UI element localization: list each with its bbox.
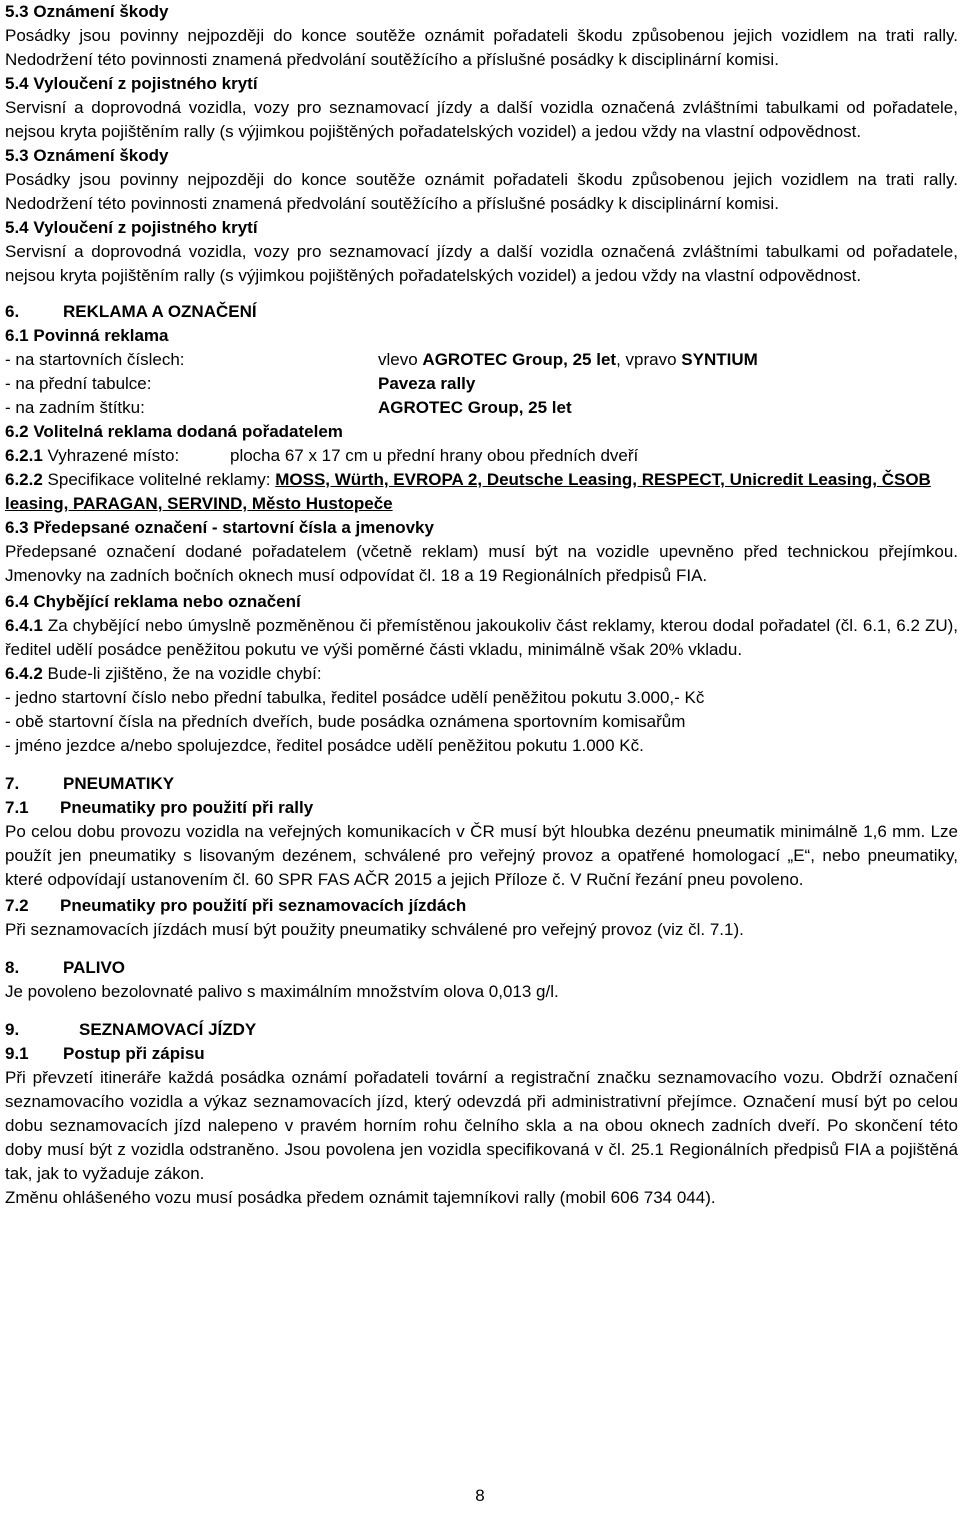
section-title: Pneumatiky pro použití při rally [60, 798, 314, 817]
ad-row-value: vlevo AGROTEC Group, 25 let, vpravo SYNTIUM [378, 350, 758, 369]
section-text: Posádky jsou povinny nejpozději do konce soutěže oznámit pořadateli škodu způsobenou jejich vozidlem na trati rally. Nedodržení této povinnosti znamená předvolání soutěžícího a příslušné posádky k disciplinární komisi. [5, 26, 958, 69]
ad-row-rear-plate [5, 396, 958, 420]
chapter-heading [5, 772, 958, 796]
section-5-3-first [5, 0, 958, 72]
list-item: - jedno startovní číslo nebo přední tabulka, ředitel posádce udělí peněžitou pokutu 3.000,- Kč [5, 688, 705, 707]
section-text: Změnu ohlášeného vozu musí posádka předem oznámit tajemníkovi rally (mobil 606 734 044). [5, 1188, 716, 1207]
section-7 [5, 772, 958, 942]
page-number: 8 [475, 1486, 485, 1505]
list-item: - obě startovní čísla na předních dveřích, bude posádka oznámena sportovním komisařům [5, 712, 686, 731]
chapter-heading [5, 1018, 958, 1042]
subsection-6-2-2 [5, 468, 958, 516]
section-heading [5, 1042, 958, 1066]
section-heading: 6.1 Povinná reklama [5, 326, 169, 345]
ad-row-start-numbers [5, 348, 958, 372]
chapter-heading [5, 300, 958, 324]
chapter-title: PNEUMATIKY [63, 774, 175, 793]
section-heading: 6.4 Chybějící reklama nebo označení [5, 592, 301, 611]
section-heading [5, 894, 958, 918]
section-text: Posádky jsou povinny nejpozději do konce soutěže oznámit pořadateli škodu způsobenou jejich vozidlem na trati rally. Nedodržení této povinnosti znamená předvolání soutěžícího a příslušné posádky k disciplinární komisi. [5, 170, 958, 213]
subsection-text: Za chybějící nebo úmyslně pozměněnou či přemístěnou jakoukoliv část reklamy, kterou dodal pořadatel (čl. 6.1, 6.2 ZU), ředitel udělí posádce peněžitou pokutu ve výši poměrné části vkladu, minimálně však 20% vkladu. [5, 616, 958, 659]
section-text: Servisní a doprovodná vozidla, vozy pro seznamovací jízdy a další vozidla označená zvláštními tabulkami od pořadatele, nejsou kryta pojištěním rally (s výjimkou pojištěných pořadatelských vozidel) a jedou vždy na vlastní odpovědnost. [5, 98, 958, 141]
section-heading [5, 796, 958, 820]
section-text: Po celou dobu provozu vozidla na veřejných komunikacích v ČR musí být hloubka dezénu pneumatik minimálně 1,6 mm. Lze použít jen pneumatiky s lisovaným dezénem, schválené pro veřejný provoz a opatřené homologací „E“, nebo pneumatiky, které odpovídají ustanovením čl. 60 SPR FAS AČR 2015 a jejich Příloze č. V Ruční řezání pneu povoleno. [5, 822, 958, 889]
section-text: Je povoleno bezolovnaté palivo s maximálním množstvím olova 0,013 g/l. [5, 982, 559, 1001]
chapter-number: 9. [5, 1020, 20, 1039]
section-6 [5, 300, 958, 758]
section-8 [5, 956, 958, 1004]
subsection-6-2-1 [5, 444, 958, 468]
chapter-number: 7. [5, 774, 20, 793]
section-heading: 5.4 Vyloučení z pojistného krytí [5, 74, 258, 93]
section-title: Postup při zápisu [63, 1044, 205, 1063]
subsection-6-4-1 [5, 614, 958, 662]
subsection-number: 6.4.2 [5, 664, 43, 683]
subsection-text: Bude-li zjištěno, že na vozidle chybí: [42, 664, 322, 683]
section-heading: 5.4 Vyloučení z pojistného krytí [5, 218, 258, 237]
spacer [5, 942, 958, 956]
chapter-title: REKLAMA A OZNAČENÍ [63, 302, 257, 321]
section-text: Při převzetí itineráře každá posádka oznámí pořadateli tovární a registrační značku seznamovacího vozu. Obdrží označení seznamovacího vozidla a výkaz seznamovacích jízd, který odevzdá při administrativní přejímce. Označení musí být po celou dobu seznamovacích jízd nalepeno v pravém horním rohu čelního skla a na obou oknech zadních dveří. Po skončení této doby musí být z vozidla odstraněno. Jsou povolena jen vozidla specifikovaná v čl. 25.1 Regionálních předpisů FIA a pojištěná tak, jak to vyžaduje zákon. [5, 1068, 958, 1183]
subsection-number: 6.2.2 [5, 470, 43, 489]
ad-row-front-plate [5, 372, 958, 396]
subsection-value: plocha 67 x 17 cm u přední hrany obou předních dveří [230, 446, 639, 465]
chapter-number: 8. [5, 958, 20, 977]
subsection-number: 6.2.1 [5, 446, 43, 465]
chapter-title: PALIVO [63, 958, 126, 977]
spacer [5, 758, 958, 772]
subsection-6-4-2 [5, 662, 958, 686]
section-title: Pneumatiky pro použití při seznamovacích jízdách [60, 896, 467, 915]
section-number: 9.1 [5, 1044, 29, 1063]
chapter-title: SEZNAMOVACÍ JÍZDY [79, 1020, 257, 1039]
section-text: Při seznamovacích jízdách musí být použity pneumatiky schválené pro veřejný provoz (viz čl. 7.1). [5, 920, 744, 939]
section-text: Servisní a doprovodná vozidla, vozy pro seznamovací jízdy a další vozidla označená zvláštními tabulkami od pořadatele, nejsou kryta pojištěním rally (s výjimkou pojištěných pořadatelských vozidel) a jedou vždy na vlastní odpovědnost. [5, 242, 958, 285]
ad-row-label: - na zadním štítku: [5, 398, 145, 417]
document-page [5, 0, 958, 1210]
section-text: Předepsané označení dodané pořadatelem (včetně reklam) musí být na vozidle upevněno před technickou přejímkou. Jmenovky na zadních bočních oknech musí odpovídat čl. 18 a 19 Regionálních předpisů FIA. [5, 542, 958, 585]
section-number: 7.2 [5, 896, 29, 915]
section-heading: 5.3 Oznámení škody [5, 2, 169, 21]
spacer [5, 1004, 958, 1018]
subsection-label: Vyhrazené místo: [42, 446, 180, 465]
ad-row-label: - na přední tabulce: [5, 374, 152, 393]
section-heading: 6.2 Volitelná reklama dodaná pořadatelem [5, 422, 343, 441]
chapter-number: 6. [5, 302, 20, 321]
section-5-3-second [5, 144, 958, 216]
section-heading: 5.3 Oznámení škody [5, 146, 169, 165]
sponsor-list: MOSS, Würth, EVROPA 2, Deutsche Leasing, RESPECT, Unicredit Leasing, ČSOB leasing, PARAGAN, SERVIND, Město Hustopeče [5, 470, 931, 513]
section-number: 7.1 [5, 798, 29, 817]
section-heading: 6.3 Předepsané označení - startovní čísla a jmenovky [5, 518, 434, 537]
chapter-heading [5, 956, 958, 980]
subsection-label: Specifikace volitelné reklamy: [42, 470, 276, 489]
ad-row-label: - na startovních číslech: [5, 350, 185, 369]
section-5-4-first [5, 72, 958, 144]
ad-row-value: AGROTEC Group, 25 let [378, 398, 572, 417]
section-9 [5, 1018, 958, 1210]
list-item: - jméno jezdce a/nebo spolujezdce, ředitel posádce udělí peněžitou pokutu 1.000 Kč. [5, 736, 644, 755]
ad-row-value: Paveza rally [378, 374, 476, 393]
spacer [5, 288, 958, 300]
subsection-number: 6.4.1 [5, 616, 43, 635]
section-5-4-second [5, 216, 958, 288]
